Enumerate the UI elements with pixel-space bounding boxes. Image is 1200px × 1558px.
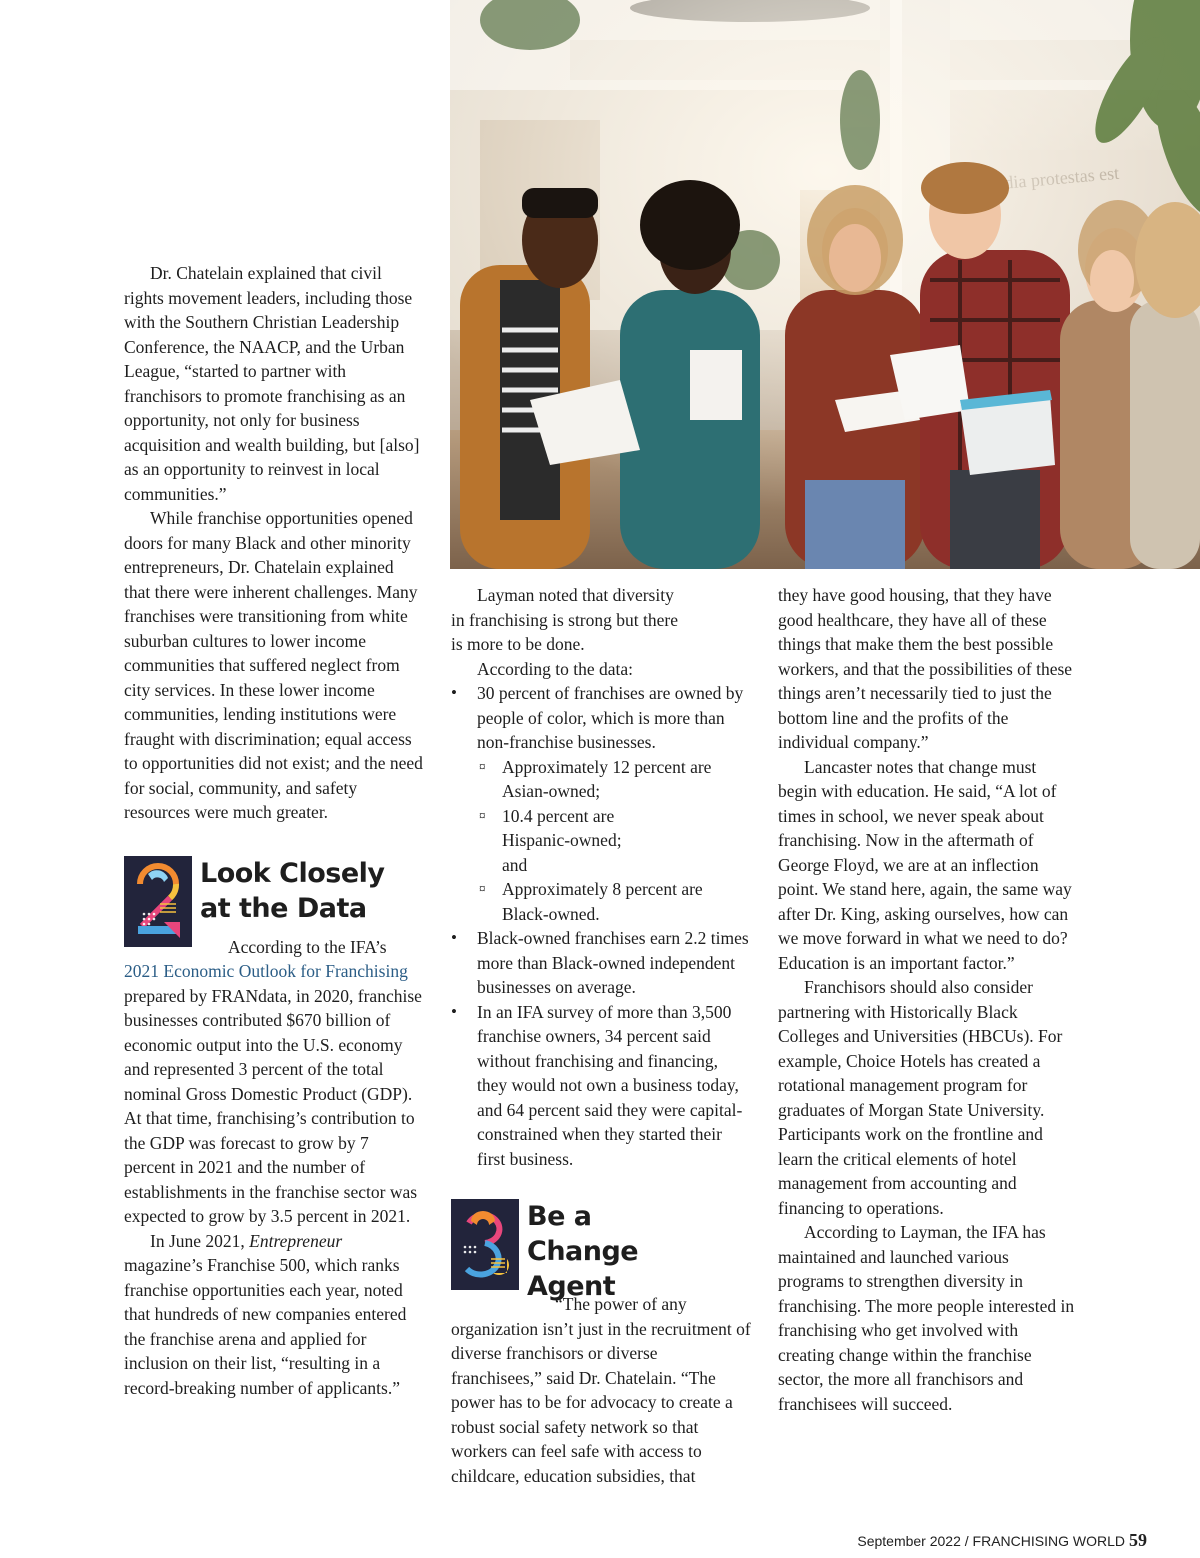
section-title: Be a Change Agent [527, 1201, 639, 1302]
body-paragraph: “The power of any organization isn’t just in the recruitment of diverse franchisors or diverse franchisees,” said Dr. Chatelain. “The power has to be for advocacy to create a robust social safety network so that workers can feel safe with access to childcare, education subsidies, that [451, 1294, 751, 1486]
sub-list [451, 755, 751, 927]
section-2-body [124, 935, 424, 1401]
body-paragraph: According to the data: [477, 658, 633, 679]
list-item: • Black-owned franchises earn 2.2 times more than Black-owned independent businesses on average. [451, 926, 751, 1000]
middle-column [451, 583, 751, 1488]
number-3-icon [451, 1199, 519, 1290]
section-heading-2 [124, 856, 424, 947]
section-3-body [451, 1292, 751, 1488]
body-paragraph: Franchisors should also consider partnering with Historically Black Colleges and Universities (HBCUs). For example, Choice Hotels has created a rotational management program for graduates of Morgan State University. Participants work on the frontline and learn the critical elements of hotel management from accounting and financing to operations. [778, 977, 1063, 1218]
list-item: ¤ Approximately 12 percent are Asian-owned; [479, 756, 712, 801]
list-item: • 30 percent of franchises are owned by people of color, which is more than non-franchise businesses. ¤ Approximately 12 percent are Asian-owned; ¤ 10.4 percent are Hispanic-owned; and ¤ Approximately 8 percent are Black-owned. [451, 681, 751, 926]
body-paragraph: In June 2021, Entrepreneur magazine’s Franchise 500, which ranks franchise opportunities each year, noted that hundreds of new companies entered the franchise arena and applied for inclusion on their list, “resulting in a record-breaking number of applicants.” [124, 1230, 407, 1398]
list-item: • In an IFA survey of more than 3,500 franchise owners, 34 percent said without franchising and financing, they would not own a business today, and 64 percent said they were capital-constrained when they started their first business. [451, 1000, 751, 1172]
list-item: ¤ 10.4 percent are Hispanic-owned; and [479, 805, 622, 875]
page-number: 59 [1129, 1530, 1147, 1550]
list-item: ¤ Approximately 8 percent are Black-owned. [479, 879, 703, 924]
body-paragraph: While franchise opportunities opened doors for many Black and other minority entrepreneurs, Dr. Chatelain explained that there were inherent challenges. Many franchises were transitioning from white suburban cultures to lower income communities that suffered neglect from city services. In these lower income communities, lending institutions were fraught with discrimination; equal access to opportunities did not exist; and the need for social, community, and safety resources were much greater. [124, 508, 423, 822]
right-column [778, 583, 1078, 1416]
section-title: Look Closely at the Data [200, 857, 385, 924]
left-column [124, 261, 424, 1400]
page-footer [857, 1530, 1147, 1551]
body-paragraph: Lancaster notes that change must begin with education. He said, “A lot of times in school, we never speak about franchising. Now in the aftermath of George Floyd, we are at an inflection point. We stand here, again, the same way after Dr. King, asking ourselves, how can we move forward in what we need to do? Education is an important factor.” [778, 756, 1072, 973]
number-2-icon [124, 856, 192, 947]
body-paragraph: they have good housing, that they have good healthcare, they have all of these things that make them the best possible workers, and that the possibilities of these things aren’t necessarily tied to just the bottom line and the profits of the individual company.” [778, 585, 1073, 752]
body-paragraph: Dr. Chatelain explained that civil rights movement leaders, including those with the Southern Christian Leadership Conference, the NAACP, and the Urban League, “started to partner with franchisors to promote franchising as an opportunity, not only for business acquisition and wealth building, but [also] as an opportunity to reinvest in local communities.” [124, 263, 420, 504]
data-bullet-list [451, 681, 751, 1171]
body-paragraph: According to the IFA’s 2021 Economic Outlook for Franchising prepared by FRANdata, in 2020, franchise businesses contributed $670 billion of economic output into the U.S. economy and represented 3 percent of the total nominal Gross Domestic Product (GDP). At that time, franchising’s contribution to the GDP was forecast to grow by 7 percent in 2021 and the number of establishments in the franchise sector was expected to grow by 3.5 percent in 2021. [124, 936, 422, 1226]
section-heading-3 [451, 1199, 751, 1304]
students-photo [450, 0, 1200, 569]
body-paragraph: Layman noted that diversity in franchising is strong but there is more to be done. [451, 585, 678, 654]
economic-outlook-link[interactable]: 2021 Economic Outlook for Franchising [124, 961, 408, 981]
footer-text: September 2022 / FRANCHISING WORLD [857, 1533, 1125, 1549]
body-paragraph: According to Layman, the IFA has maintained and launched various programs to strengthen diversity in franchising. The more people interested in franchising who get involved with creating change within the franchise sector, the more all franchisors and franchisees will succeed. [778, 1222, 1075, 1414]
